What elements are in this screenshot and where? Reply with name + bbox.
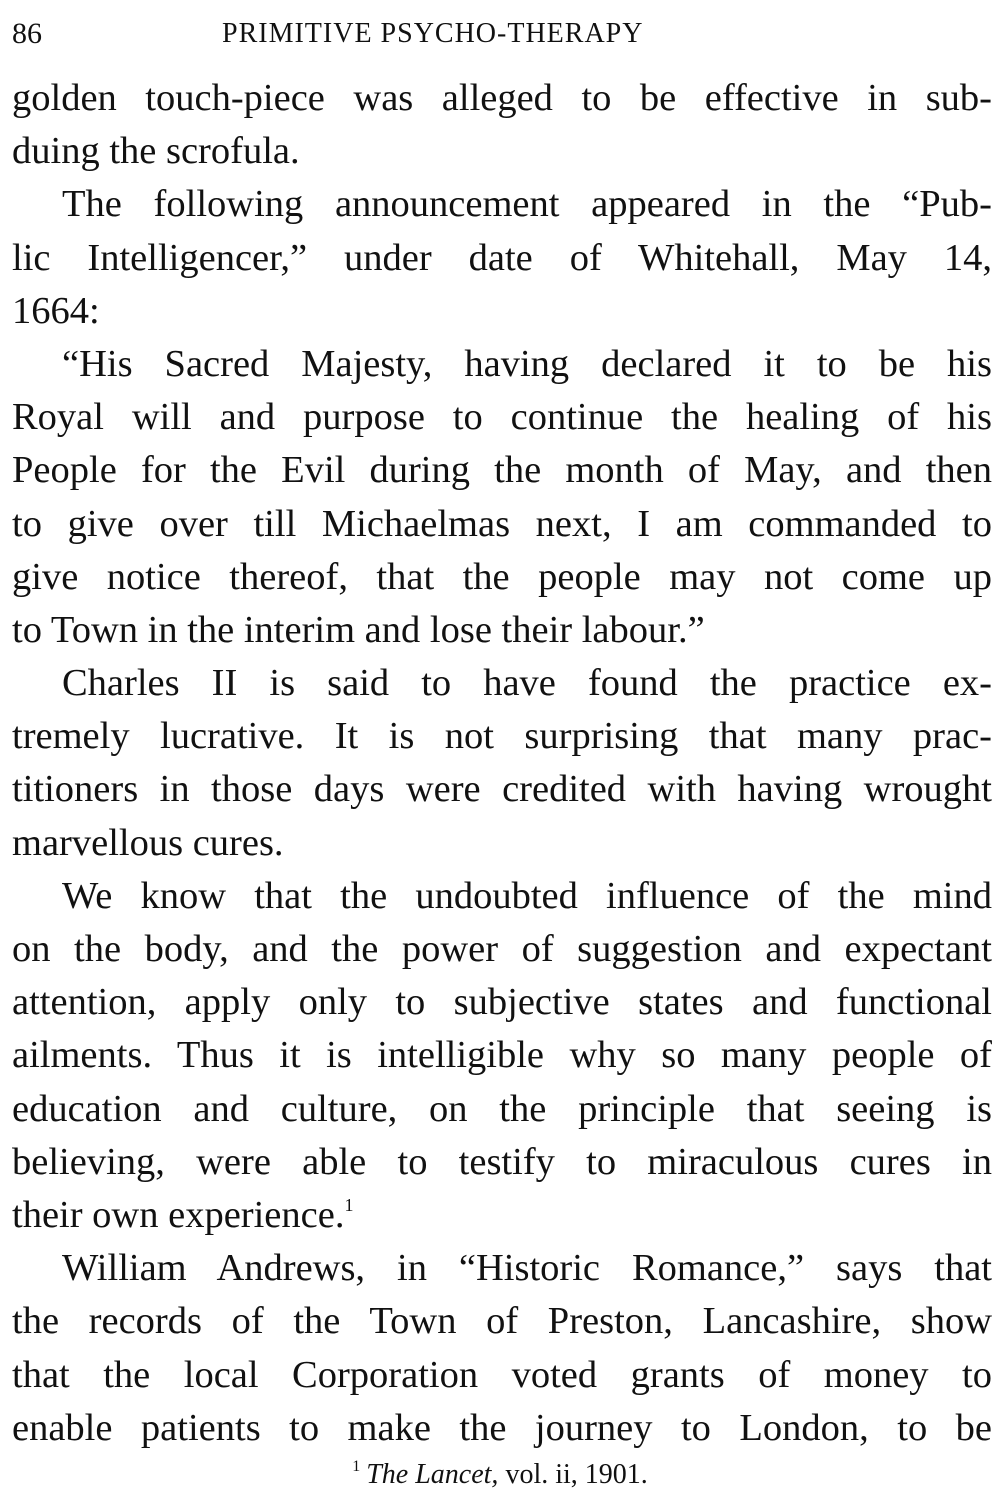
text-line: enable patients to make the journey to London, to be [12,1406,992,1449]
text-line: Charles II is said to have found the practice ex- [62,662,992,705]
text-line: titioners in those days were credited with having wrought [12,768,992,811]
text-line: to Town in the interim and lose their labour.” [12,608,705,651]
text-line: the records of the Town of Preston, Lancashire, show [12,1300,992,1343]
page-number: 86 [12,17,42,50]
text-line: 1664: [12,289,100,332]
text-line: “His Sacred Majesty, having declared it to be his [62,342,992,385]
text-line: attention, apply only to subjective states and functional [12,981,992,1024]
text-line: tremely lucrative. It is not surprising that many prac- [12,715,992,758]
footnote-rest: vol. ii, 1901. [498,1459,648,1490]
text-line-content: their own experience. [12,1193,345,1236]
body-text [12,72,992,1455]
running-head: PRIMITIVE PSYCHO-THERAPY [222,18,644,49]
text-line: believing, were able to testify to miraculous cures in [12,1140,992,1183]
text-line: Royal will and purpose to continue the healing of his [12,396,992,439]
footnote-marker: 1 [352,1458,361,1475]
text-line: golden touch-piece was alleged to be effective in sub- [12,77,992,119]
page-header [12,12,988,56]
footnote-title: The Lancet, [366,1459,499,1490]
text-line: The following announcement appeared in the “Pub- [62,183,992,226]
text-line: lic Intelligencer,” under date of Whitehall, May 14, [12,236,992,279]
text-line: ailments. Thus it is intelligible why so many people of [12,1034,992,1077]
text-line: that the local Corporation voted grants of money to [12,1353,992,1396]
text-line: give notice thereof, that the people may not come up [12,555,992,598]
text-line: education and culture, on the principle that seeing is [12,1087,992,1130]
text-line: to give over till Michaelmas next, I am commanded to [12,502,992,545]
text-line: marvellous cures. [12,821,284,864]
footnote [0,1455,1000,1495]
footnote-reference: 1 [344,1194,354,1215]
text-line: We know that the undoubted influence of the mind [62,874,992,917]
text-line: duing the scrofula. [12,130,300,173]
text-line-with-footnote-ref [12,1189,992,1242]
text-line: William Andrews, in “Historic Romance,” says that [62,1247,992,1290]
text-line: on the body, and the power of suggestion and expectant [12,928,992,970]
text-line: People for the Evil during the month of May, and then [12,449,992,492]
